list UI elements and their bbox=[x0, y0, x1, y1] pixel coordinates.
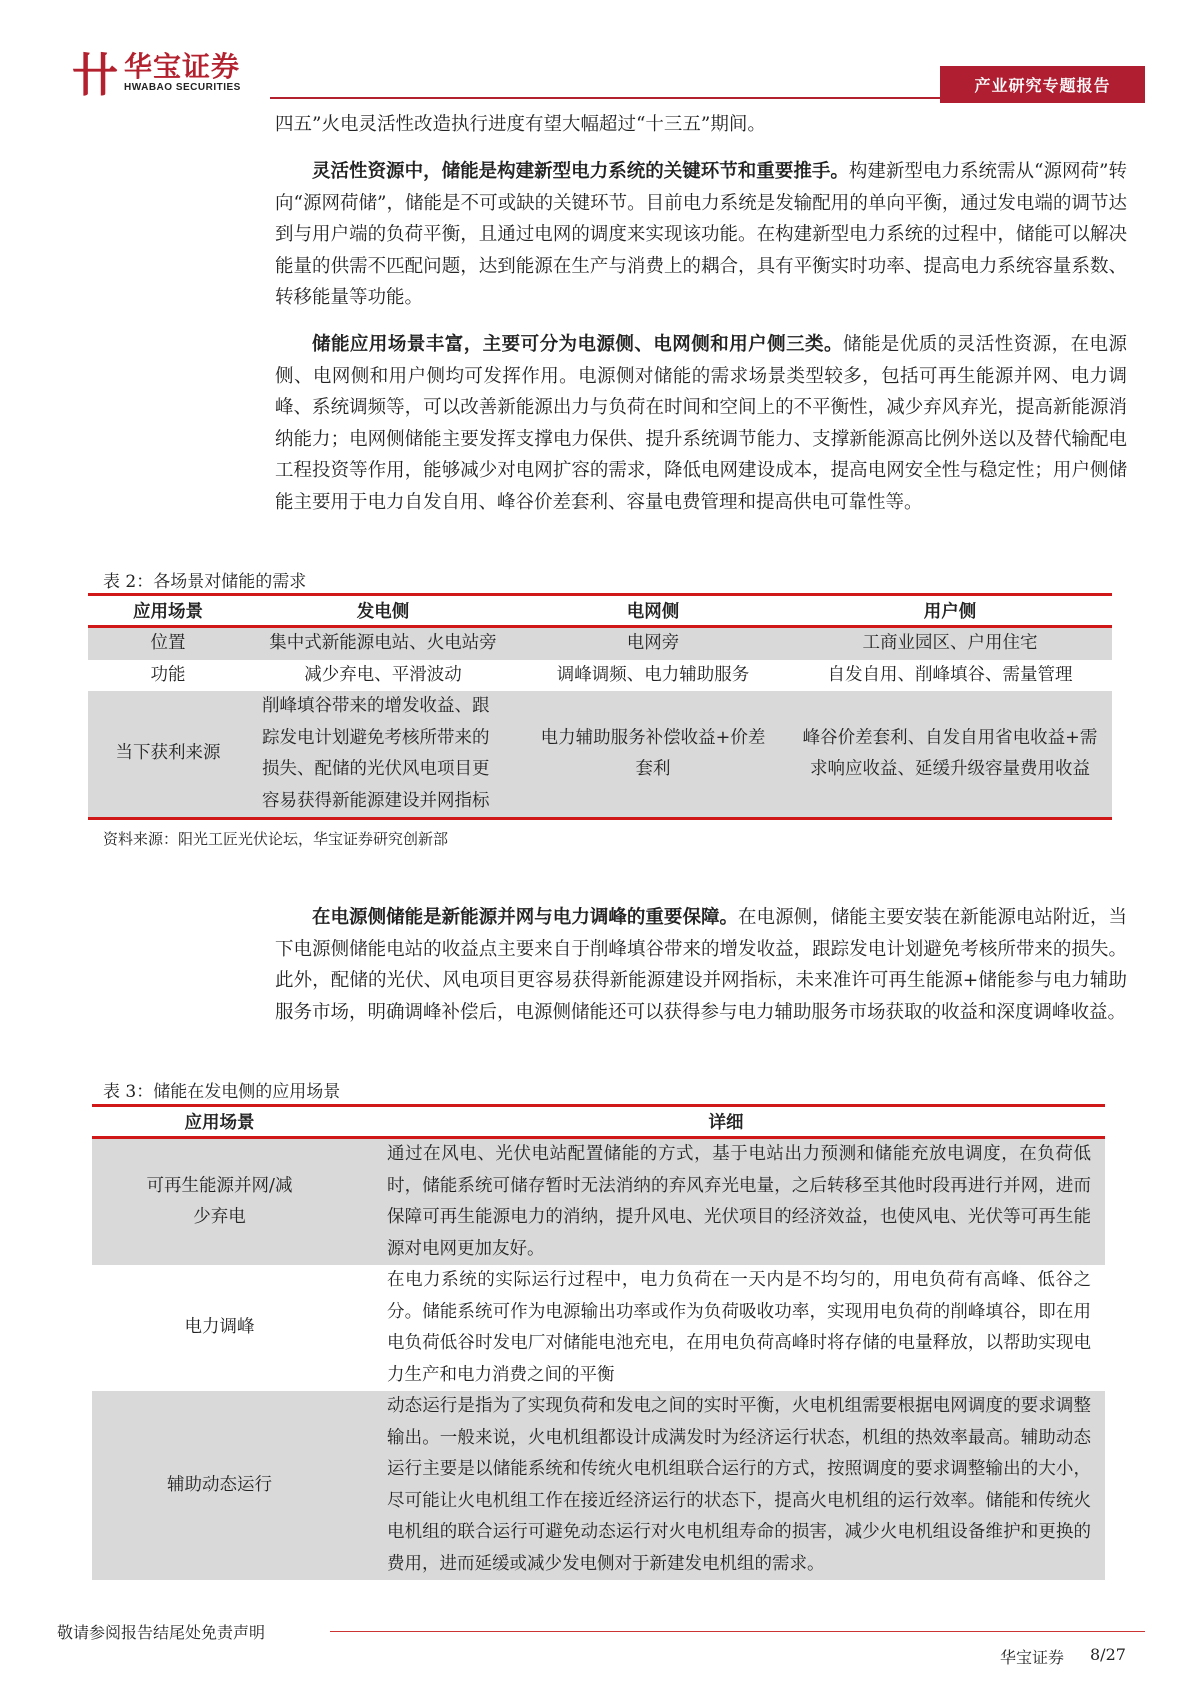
table-row bbox=[88, 691, 1112, 819]
table-row bbox=[92, 1391, 1105, 1580]
table-cell: 电力调峰 bbox=[184, 1317, 255, 1338]
table-header: 发电侧 bbox=[248, 595, 518, 627]
table-cell: 可再生能源并网/减少弃电 bbox=[92, 1138, 347, 1266]
table-cell: 辅助动态运行 bbox=[92, 1391, 347, 1580]
table-cell: 工商业园区、户用住宅 bbox=[788, 627, 1112, 660]
paragraph-source-side bbox=[275, 902, 1127, 1028]
logo-brand-cn: 华宝证券 bbox=[124, 50, 241, 83]
paragraph-lead: 在电源侧储能是新能源并网与电力调峰的重要保障。 bbox=[312, 907, 739, 928]
table2 bbox=[88, 593, 1112, 820]
table-row bbox=[88, 627, 1112, 660]
table-cell: 电力辅助服务补偿收益+价差套利 bbox=[518, 691, 788, 819]
table-cell: 调峰调频、电力辅助服务 bbox=[556, 664, 750, 685]
page-number: 8/27 bbox=[1090, 1645, 1126, 1664]
table-cell: 峰谷价差套利、自发自用省电收益+需求响应收益、延缓升级容量费用收益 bbox=[788, 691, 1112, 819]
table-header: 应用场景 bbox=[92, 1106, 347, 1138]
table3 bbox=[92, 1104, 1105, 1580]
table-cell: 削峰填谷带来的增发收益、跟踪发电计划避免考核所带来的损失、配储的光伏风电项目更容易获得新能源建设并网指标 bbox=[248, 691, 518, 819]
table-cell: 减少弃电、平滑波动 bbox=[304, 664, 462, 685]
table-row bbox=[92, 1138, 1105, 1266]
paragraph-continued: 四五”火电灵活性改造执行进度有望大幅超过“十三五”期间。 bbox=[275, 114, 766, 135]
table-header: 应用场景 bbox=[88, 595, 248, 627]
paragraph-scenarios bbox=[275, 329, 1127, 518]
paragraph-lead: 储能应用场景丰富，主要可分为电源侧、电网侧和用户侧三类。 bbox=[312, 334, 843, 355]
table-header: 电网侧 bbox=[518, 595, 788, 627]
company-logo bbox=[72, 48, 241, 102]
table-row bbox=[88, 660, 1112, 692]
report-type-badge: 产业研究专题报告 bbox=[940, 66, 1145, 103]
footer-divider bbox=[330, 1631, 1145, 1632]
table-cell: 当下获利来源 bbox=[88, 691, 248, 819]
table-cell: 集中式新能源电站、火电站旁 bbox=[248, 627, 518, 660]
table-row bbox=[92, 1265, 1105, 1391]
logo-mark-icon: 卄 bbox=[72, 48, 118, 102]
table-cell: 在电力系统的实际运行过程中，电力负荷在一天内是不均匀的，用电负荷有高峰、低谷之分。储能系统可作为电源输出功率或作为负荷吸收功率，实现用电负荷的削峰填谷，即在用电负荷低谷时发电厂对储能电池充电，在用电负荷高峰时将存储的电量释放，以帮助实现电力生产和电力消费之间的平衡 bbox=[387, 1270, 1091, 1385]
footer-disclaimer: 敬请参阅报告结尾处免责声明 bbox=[57, 1623, 266, 1642]
table-header: 用户侧 bbox=[788, 595, 1112, 627]
paragraph-flexibility bbox=[275, 156, 1127, 314]
table-cell: 自发自用、削峰填谷、需量管理 bbox=[827, 664, 1073, 685]
table-cell: 动态运行是指为了实现负荷和发电之间的实时平衡，火电机组需要根据电网调度的要求调整输出。一般来说，火电机组都设计成满发时为经济运行状态，机组的热效率最高。辅助动态运行主要是以储能系统和传统火电机组联合运行的方式，按照调度的要求调整输出的大小，尽可能让火电机组工作在接近经济运行的状态下，提高火电机组的运行效率。储能和传统火电机组的联合运行可避免动态运行对火电机组寿命的损害，减少火电机组设备维护和更换的费用，进而延缓或减少发电侧对于新建发电机组的需求。 bbox=[347, 1391, 1105, 1580]
paragraph-body: 在电源侧，储能主要安装在新能源电站附近，当下电源侧储能电站的收益点主要来自于削峰填谷带来的增发收益，跟踪发电计划避免考核所带来的损失。此外，配储的光伏、风电项目更容易获得新能源建设并网指标，未来准许可再生能源+储能参与电力辅助服务市场，明确调峰补偿后，电源侧储能还可以获得参与电力辅助服务市场获取的收益和深度调峰收益。 bbox=[275, 907, 1127, 1023]
paragraph-body: 构建新型电力系统需从“源网荷”转向“源网荷储”，储能是不可或缺的关键环节。目前电力系统是发输配用的单向平衡，通过发电端的调节达到与用户端的负荷平衡，且通过电网的调度来实现该功能。在构建新型电力系统的过程中，储能可以解决能量的供需不匹配问题，达到能源在生产与消费上的耦合，具有平衡实时功率、提高电力系统容量系数、转移能量等功能。 bbox=[275, 161, 1127, 308]
table3-caption: 表 3：储能在发电侧的应用场景 bbox=[103, 1082, 341, 1102]
table2-caption: 表 2：各场景对储能的需求 bbox=[103, 572, 307, 592]
paragraph-body: 储能是优质的灵活性资源，在电源侧、电网侧和用户侧均可发挥作用。电源侧对储能的需求场景类型较多，包括可再生能源并网、电力调峰、系统调频等，可以改善新能源出力与负荷在时间和空间上的不平衡性，减少弃风弃光，提高新能源消纳能力；电网侧储能主要发挥支撑电力保供、提升系统调节能力、支撑新能源高比例外送以及替代输配电工程投资等作用，能够减少对电网扩容的需求，降低电网建设成本，提高电网安全性与稳定性；用户侧储能主要用于电力自发自用、峰谷价差套利、容量电费管理和提高供电可靠性等。 bbox=[275, 334, 1127, 513]
header-divider bbox=[270, 97, 942, 99]
table-cell: 通过在风电、光伏电站配置储能的方式，基于电站出力预测和储能充放电调度，在负荷低时，储能系统可储存暂时无法消纳的弃风弃光电量，之后转移至其他时段再进行并网，进而保障可再生能源电力的消纳，提升风电、光伏项目的经济效益，也使风电、光伏等可再生能源对电网更加友好。 bbox=[347, 1138, 1105, 1266]
table-header: 详细 bbox=[347, 1106, 1105, 1138]
table-cell: 位置 bbox=[88, 627, 248, 660]
logo-brand-en: HWABAO SECURITIES bbox=[124, 82, 241, 93]
table-cell: 功能 bbox=[150, 664, 186, 685]
paragraph-lead: 灵活性资源中，储能是构建新型电力系统的关键环节和重要推手。 bbox=[312, 161, 849, 182]
footer-brand: 华宝证券 bbox=[1000, 1648, 1065, 1667]
table-cell: 电网旁 bbox=[518, 627, 788, 660]
table2-source: 资料来源：阳光工匠光伏论坛，华宝证券研究创新部 bbox=[103, 830, 449, 848]
